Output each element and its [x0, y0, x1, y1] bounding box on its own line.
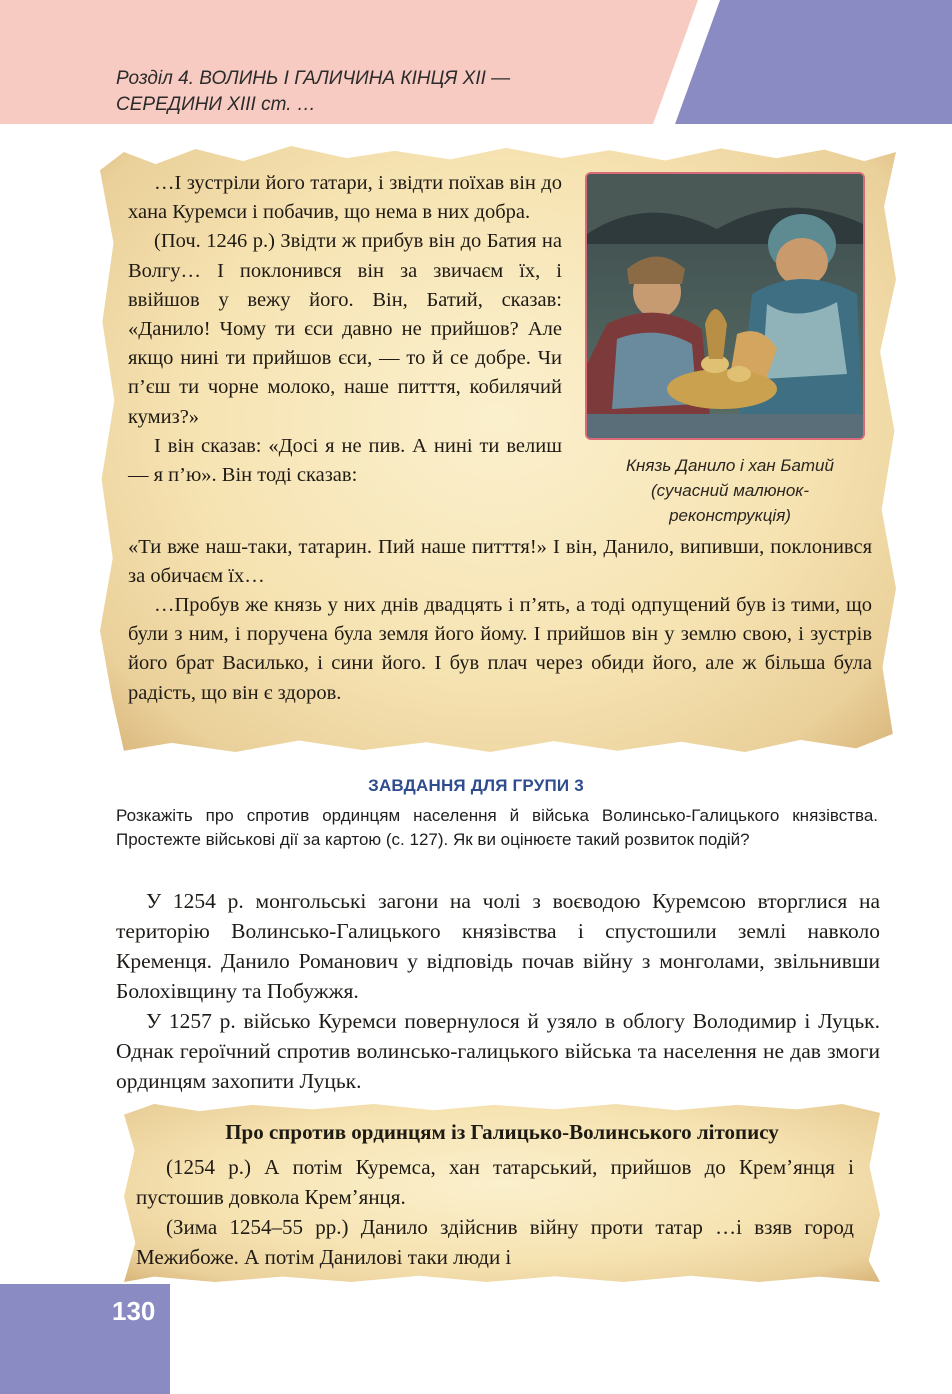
source-paragraph-1: (1254 р.) А потім Куремса, хан татарський, прийшов до Крем’янця і пустошив довкола Крем’янця.	[136, 1155, 854, 1209]
task-title: ЗАВДАННЯ ДЛЯ ГРУПИ 3	[368, 776, 584, 795]
caption-line1: Князь Данило і хан Батий	[626, 456, 834, 475]
body-paragraph-1: У 1254 р. монгольські загони на чолі з воєводою Куремсою вторглися на територію Волинсько-Галицького князівства і спустошили землі навколо Кременця. Данило Романович у відповідь почав війну з монголами, звільнивши Болохівщину та Побужжя.	[116, 889, 880, 1003]
source-text	[136, 1152, 854, 1272]
page-number: 130	[112, 1296, 156, 1326]
chapter-title	[116, 66, 636, 118]
source-title: Про спротив ординцям із Галицько-Волинського літопису	[225, 1120, 779, 1144]
chronicle-paragraph-3-end: «Ти вже наш-таки, татарин. Пий наше питття!» І він, Данило, випивши, поклонився за обичаєм їх…	[128, 536, 872, 588]
chronicle-paragraph-1: …І зустріли його татари, і звідти поїхав він до хана Куремси і побачив, що нема в них добра.	[128, 172, 562, 224]
source-paragraph-2: (Зима 1254–55 рр.) Данило здійснив війну проти татар …і взяв город Межибоже. А потім Данилові таки люди і	[136, 1215, 854, 1269]
caption-line2: (сучасний малюнок-	[651, 481, 809, 500]
body-paragraph-2: У 1257 р. військо Куремси повернулося й узяло в облогу Володимир і Луцьк. Однак героїчний спротив волинсько-галицького війська та населення не дав змоги ординцям захопити Луцьк.	[116, 1009, 880, 1093]
chronicle-text-full-2	[128, 591, 872, 708]
chronicle-paragraph-3-start: І він сказав: «Досі я не пив. А нині ти велиш — я п’ю». Він тоді сказав:	[128, 434, 562, 487]
chronicle-paragraph-4: …Пробув же князь у них днів двадцять і п’ять, а тоді одпущений був із тими, що були з ним, і поручена була земля його йому. І прийшов він у землю свою, і зустрів його брат Василько, і сини його. І був плач через обиди його, але ж більша була радість, що він є здоров.	[128, 594, 872, 704]
main-body-text	[116, 886, 880, 1096]
illustration-caption	[588, 453, 872, 528]
chronicle-text-full	[128, 533, 872, 591]
illustration-image	[587, 174, 863, 438]
chapter-title-line1: Розділ 4. ВОЛИНЬ І ГАЛИЧИНА КІНЦЯ XII —	[116, 68, 511, 89]
illustration-danylo-batiy	[585, 172, 865, 440]
chronicle-paragraph-2: (Поч. 1246 р.) Звідти ж прибув він до Батия на Волгу… І поклонився він за звичаєм їх, і ввійшов у вежу його. Він, Батий, сказав: «Данило! Чому ти єси давно не прийшов? Але якщо нині ти прийшов єси, — то й се добре. Чи п’єш ти чорне молоко, наше питття, кобилячий кумиз?»	[128, 230, 562, 428]
task-text: Розкажіть про спротив ординцям населення й війська Волинсько-Галицького князівства. Простежте військові дії за картою (с. 127). Як ви оцінюєте такий розвиток подій?	[116, 806, 878, 849]
caption-line3: реконструкція)	[669, 506, 791, 525]
chronicle-text-left	[128, 169, 562, 490]
chapter-title-line2: СЕРЕДИНИ XIII ст. …	[116, 94, 316, 115]
